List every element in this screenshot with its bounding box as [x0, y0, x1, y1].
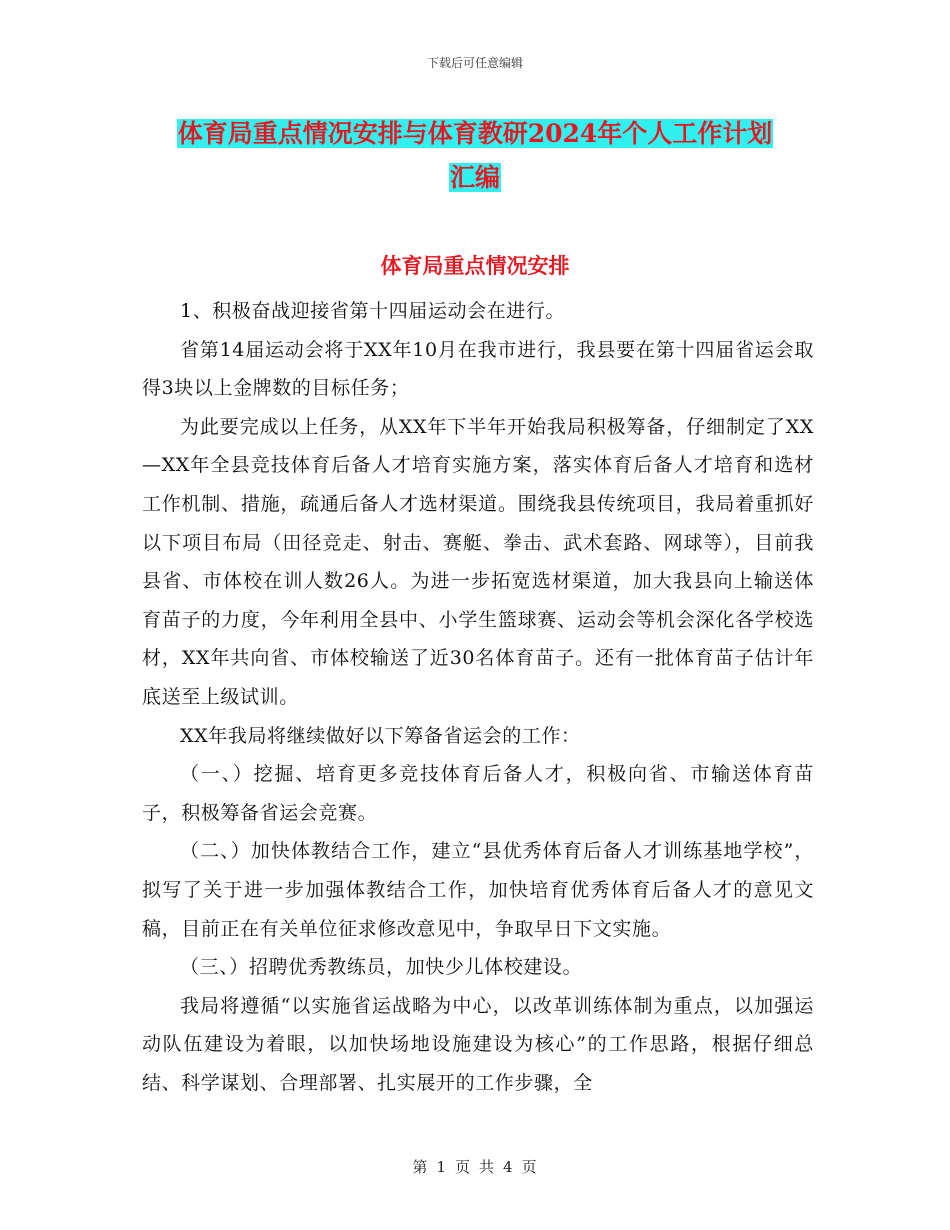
- paragraph: 1、积极奋战迎接省第十四届运动会在进行。: [180, 300, 566, 322]
- paragraph: XX年我局将继续做好以下筹备省运会的工作：: [180, 724, 581, 747]
- footer-suffix: 页: [521, 1158, 538, 1176]
- footer-prefix: 第: [412, 1158, 429, 1176]
- paragraph: （二、）加快体教结合工作，建立“县优秀体育后备人才训练基地学校”，拟写了关于进一步加强体教结合工作，加快培育优秀体育后备人才的意见文稿，目前正在有关单位征求修改意见中，争取早日下文实施。: [142, 840, 814, 940]
- title-line-2: 汇编: [449, 163, 500, 192]
- page-total: 4: [503, 1158, 514, 1176]
- paragraph: （三、）招聘优秀教练员，加快少儿体校建设。: [180, 956, 583, 979]
- paragraph: 为此要完成以上任务，从XX年下半年开始我局积极筹备，仔细制定了XX—XX年全县竞技体育后备人才培育实施方案，落实体育后备人才培育和选材工作机制、措施，疏通后备人才选材渠道。围绕我县传统项目，我局着重抓好以下项目布局（田径竞走、射击、赛艇、拳击、武术套路、网球等），目前我县省、市体校在训人数26人。为进一步拓宽选材渠道，加大我县向上输送体育苗子的力度，今年利用全县中、小学生篮球赛、运动会等机会深化各学校选材，XX年共向省、市体校输送了近30名体育苗子。还有一批体育苗子估计年底送至上级试训。: [142, 415, 814, 708]
- body-text: [142, 292, 814, 1102]
- section-title: 体育局重点情况安排: [380, 253, 570, 278]
- paragraph: 省第14届运动会将于XX年10月在我市进行，我县要在第十四届省运会取得3块以上金牌数的目标任务；: [142, 338, 814, 400]
- footer-total-label: 共: [479, 1158, 496, 1176]
- document-title: [0, 112, 950, 200]
- page-header: 下载后可任意编辑: [426, 56, 523, 70]
- paragraph: （一、）挖掘、培育更多竞技体育后备人才，积极向省、市输送体育苗子，积极筹备省运会竞赛。: [142, 763, 814, 824]
- paragraph: 我局将遵循“以实施省运战略为中心，以改革训练体制为重点，以加强运动队伍建设为着眼，以加快场地设施建设为核心”的工作思路，根据仔细总结、科学谋划、合理部署、扎实展开的工作步骤，全: [142, 994, 814, 1094]
- title-line-1: 体育局重点情况安排与体育教研2024年个人工作计划: [177, 119, 773, 148]
- page-number: 1: [436, 1158, 447, 1176]
- page-footer: [0, 1156, 950, 1177]
- footer-mid: 页: [454, 1158, 471, 1176]
